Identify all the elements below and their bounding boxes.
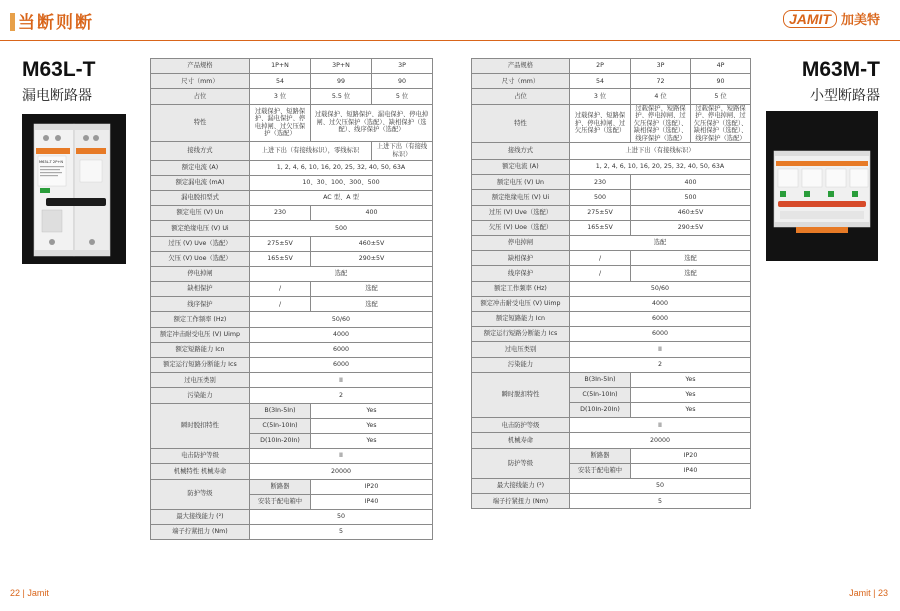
spec-cell: IP40 [311, 494, 433, 509]
spec-cell: Yes [311, 433, 433, 448]
spec-cell: 断路器 [250, 479, 311, 494]
spec-cell: 400 [311, 206, 433, 221]
table-row [472, 89, 751, 104]
spec-cell: 选配 [631, 251, 751, 266]
spec-cell: 占位 [472, 89, 570, 104]
spec-cell: 50 [570, 479, 751, 494]
spec-cell: 额定冲击耐受电压 (V) Uimp [472, 296, 570, 311]
right-spec-table [471, 58, 751, 509]
spec-cell: B(3In-5In) [250, 403, 311, 418]
mcb-breaker-image [766, 111, 878, 261]
spec-cell: 过载保护、短路保护、漏电保护、停电掉闸、过欠压保护（选配）、缺相保护（选配）、线序保护（选配） [311, 104, 433, 141]
spec-cell: / [570, 251, 631, 266]
spec-cell: 漏电脱扣型式 [151, 190, 250, 205]
spec-cell: 460±5V [631, 205, 751, 220]
spec-cell: 5 位 [691, 89, 751, 104]
spec-cell: 过载保护、短路保护、停电掉闸、过欠压保护（选配） [570, 104, 631, 143]
spec-cell: 3 位 [570, 89, 631, 104]
spec-cell: 230 [570, 175, 631, 190]
spec-cell: 污染能力 [472, 357, 570, 372]
spec-cell: 2P [570, 59, 631, 74]
spec-cell: 54 [250, 74, 311, 89]
table-row [472, 281, 751, 296]
spec-cell: IP20 [311, 479, 433, 494]
table-row [472, 372, 751, 387]
spec-cell: 机械寿命 [472, 433, 570, 448]
spec-cell: 防护等级 [151, 479, 250, 509]
right-product-name: 小型断路器 [810, 88, 880, 104]
spec-cell: 接线方式 [472, 143, 570, 160]
spec-cell: 端子拧紧扭力 (Nm) [151, 525, 250, 540]
spec-cell: AC 型、A 型 [250, 190, 433, 205]
header-divider-left [0, 40, 450, 41]
spec-cell: 电击防护等级 [472, 418, 570, 433]
spec-cell: 占位 [151, 89, 250, 104]
spec-cell: 400 [631, 175, 751, 190]
spec-cell: 额定短路能力 Icn [472, 311, 570, 326]
table-row [151, 449, 433, 464]
spec-cell: 500 [631, 190, 751, 205]
table-row [472, 342, 751, 357]
spec-cell: 额定工作频率 (Hz) [472, 281, 570, 296]
spec-cell: 165±5V [250, 251, 311, 266]
table-row [151, 190, 433, 205]
spec-cell: 1, 2, 4, 6, 10, 16, 20, 25, 32, 40, 50, 63A [570, 160, 751, 175]
spec-cell: 额定工作频率 (Hz) [151, 312, 250, 327]
spec-cell: 20000 [570, 433, 751, 448]
rcbo-breaker-image [22, 114, 126, 264]
table-row [472, 205, 751, 220]
spec-cell: II [250, 449, 433, 464]
spec-cell: IP20 [631, 448, 751, 463]
spec-cell: 1, 2, 4, 6, 10, 16, 20, 25, 32, 40, 50, 63A [250, 160, 433, 175]
spec-cell: 额定电流 (A) [151, 160, 250, 175]
spec-cell: C(5In-10In) [570, 387, 631, 402]
spec-cell: 选配 [570, 236, 751, 251]
table-row [472, 357, 751, 372]
slogan-text: 当断则断 [18, 13, 94, 33]
spec-cell: 290±5V [311, 251, 433, 266]
spec-cell: 20000 [250, 464, 433, 479]
spec-cell: 500 [250, 221, 433, 236]
table-row [472, 160, 751, 175]
spec-cell: 上进下出（有接线标识），零线标识 [250, 141, 372, 160]
spec-cell: IP40 [631, 463, 751, 478]
table-row [472, 494, 751, 509]
table-row [151, 327, 433, 342]
spec-cell: Yes [631, 387, 751, 402]
spec-cell: 90 [372, 74, 433, 89]
table-row [151, 141, 433, 160]
spec-cell: 机械特性 机械寿命 [151, 464, 250, 479]
spec-cell: D(10In-20In) [570, 403, 631, 418]
table-row [472, 190, 751, 205]
spec-cell: 线序保护 [151, 297, 250, 312]
table-row [151, 59, 433, 74]
spec-cell: 特性 [151, 104, 250, 141]
spec-cell: II [570, 342, 751, 357]
table-row [151, 89, 433, 104]
spec-cell: 尺寸（mm） [472, 74, 570, 89]
table-row [472, 251, 751, 266]
spec-cell: D(10In-20In) [250, 433, 311, 448]
spec-cell: 选配 [631, 266, 751, 281]
spec-cell: 额定短路能力 Icn [151, 342, 250, 357]
spec-cell: 230 [250, 206, 311, 221]
spec-cell: 4 位 [631, 89, 691, 104]
spec-cell: 尺寸（mm） [151, 74, 250, 89]
table-row [472, 479, 751, 494]
spec-cell: 安装于配电箱中 [250, 494, 311, 509]
spec-cell: 2 [570, 357, 751, 372]
spec-cell: 过载保护、短路保护、停电掉闸、过欠压保护（选配）、缺相保护（选配）、线序保护（选配） [631, 104, 691, 143]
right-product-title [802, 58, 880, 105]
table-row [151, 525, 433, 540]
table-row [151, 175, 433, 190]
spec-cell: 过电压类别 [472, 342, 570, 357]
table-row [151, 104, 433, 141]
spec-cell: 瞬时脱扣特性 [151, 403, 250, 449]
right-model: M63M-T [801, 58, 880, 81]
table-row [472, 266, 751, 281]
spec-cell: 接线方式 [151, 141, 250, 160]
spec-cell: / [250, 282, 311, 297]
spec-cell: 过压 (V) Uve（选配） [472, 205, 570, 220]
spec-cell: 线序保护 [472, 266, 570, 281]
table-row [151, 388, 433, 403]
left-page-footer: 22 | Jamit [10, 588, 49, 598]
spec-cell: C(5In-10In) [250, 418, 311, 433]
table-row [472, 236, 751, 251]
spec-cell: 污染能力 [151, 388, 250, 403]
table-row [472, 74, 751, 89]
spec-cell: 上进下出（有接线标识） [372, 141, 433, 160]
spec-cell: 54 [570, 74, 631, 89]
table-row [151, 251, 433, 266]
spec-cell: 欠压 (V) Uoe（选配） [151, 251, 250, 266]
spec-cell: 165±5V [570, 220, 631, 235]
spec-cell: 选配 [250, 266, 433, 281]
spec-cell: 电击防护等级 [151, 449, 250, 464]
slogan-mark-icon [10, 13, 15, 31]
table-row [472, 220, 751, 235]
table-row [472, 175, 751, 190]
spec-cell: 5.5 位 [311, 89, 372, 104]
spec-cell: 99 [311, 74, 372, 89]
spec-cell: 瞬时脱扣特性 [472, 372, 570, 418]
spec-cell: 5 [250, 525, 433, 540]
spec-cell: 90 [691, 74, 751, 89]
brand-cn-name: 加美特 [840, 13, 880, 28]
table-row [151, 479, 433, 494]
spec-cell: 选配 [311, 282, 433, 297]
right-product-photo [766, 111, 878, 261]
spec-cell: 防护等级 [472, 448, 570, 478]
jamit-logo: JAMIT [783, 10, 837, 28]
spec-cell: 72 [631, 74, 691, 89]
spec-cell: 欠压 (V) Uoe（选配） [472, 220, 570, 235]
table-row [151, 297, 433, 312]
table-row [151, 373, 433, 388]
spec-cell: 275±5V [570, 205, 631, 220]
table-row [151, 206, 433, 221]
spec-cell: 6000 [250, 358, 433, 373]
spec-cell: 额定运行短路分断能力 Ics [151, 358, 250, 373]
spec-cell: B(3In-5In) [570, 372, 631, 387]
spec-cell: 断路器 [570, 448, 631, 463]
spec-cell: 10、30、100、300、500 [250, 175, 433, 190]
spec-cell: 选配 [311, 297, 433, 312]
top-bar [0, 0, 900, 38]
spec-cell: 4000 [570, 296, 751, 311]
spec-cell: II [250, 373, 433, 388]
spec-cell: 额定电压 (V) Un [151, 206, 250, 221]
spec-cell: 2 [250, 388, 433, 403]
left-product-title [22, 58, 96, 105]
spec-cell: 额定绝缘电压 (V) Ui [472, 190, 570, 205]
spec-cell: 6000 [570, 311, 751, 326]
spec-cell: 50/60 [250, 312, 433, 327]
spec-cell: 3 位 [250, 89, 311, 104]
spec-cell: Yes [311, 403, 433, 418]
spec-cell: 460±5V [311, 236, 433, 251]
slogan [10, 8, 94, 33]
spec-cell: 最大接线能力 (²) [472, 479, 570, 494]
spec-cell: 290±5V [631, 220, 751, 235]
table-row [151, 74, 433, 89]
left-spec-table [150, 58, 433, 540]
spec-cell: Yes [631, 403, 751, 418]
spec-cell: 4000 [250, 327, 433, 342]
spec-cell: 最大接线能力 (²) [151, 509, 250, 524]
spec-cell: 3P [631, 59, 691, 74]
spec-cell: 50/60 [570, 281, 751, 296]
table-row [151, 312, 433, 327]
spec-cell: 额定运行短路分断能力 Ics [472, 327, 570, 342]
table-row [151, 403, 433, 418]
spec-cell: 停电掉闸 [151, 266, 250, 281]
spec-cell: 特性 [472, 104, 570, 143]
spec-cell: 产品规格 [472, 59, 570, 74]
table-row [472, 311, 751, 326]
table-row [151, 221, 433, 236]
spec-cell: 额定电压 (V) Un [472, 175, 570, 190]
spec-cell: II [570, 418, 751, 433]
left-product-name: 漏电断路器 [22, 88, 92, 104]
table-row [151, 282, 433, 297]
spec-cell: 额定漏电流 (mA) [151, 175, 250, 190]
spec-cell: 额定电流 (A) [472, 160, 570, 175]
spec-cell: 6000 [250, 342, 433, 357]
spec-cell: 产品规格 [151, 59, 250, 74]
table-row [472, 448, 751, 463]
spec-cell: / [570, 266, 631, 281]
brand-logo [783, 9, 880, 28]
spec-cell: 端子拧紧扭力 (Nm) [472, 494, 570, 509]
spec-cell: 安装于配电箱中 [570, 463, 631, 478]
spec-cell: 上进下出（有接线标识） [570, 143, 751, 160]
table-row [472, 327, 751, 342]
table-row [151, 342, 433, 357]
table-row [472, 433, 751, 448]
spec-cell: 50 [250, 509, 433, 524]
spec-cell: 3P+N [311, 59, 372, 74]
spec-cell: Yes [631, 372, 751, 387]
spec-cell: Yes [311, 418, 433, 433]
left-model: M63L-T [22, 58, 96, 81]
spec-cell: 275±5V [250, 236, 311, 251]
table-row [472, 296, 751, 311]
spec-cell: 3P [372, 59, 433, 74]
spec-cell: 过载保护、短路保护、停电掉闸、过欠压保护（选配）、缺相保护（选配）、线序保护（选配） [691, 104, 751, 143]
table-row [151, 266, 433, 281]
product-printed-label: M63L-T 2P+N [39, 160, 64, 164]
table-row [151, 160, 433, 175]
spec-cell: 过载保护、短路保护、漏电保护、停电掉闸、过欠压保护（选配） [250, 104, 311, 141]
table-row [151, 358, 433, 373]
spec-cell: 过压 (V) Uve（选配） [151, 236, 250, 251]
table-row [472, 59, 751, 74]
table-row [472, 418, 751, 433]
spec-cell: / [250, 297, 311, 312]
spec-cell: 停电掉闸 [472, 236, 570, 251]
spec-cell: 6000 [570, 327, 751, 342]
spec-cell: 缺相保护 [151, 282, 250, 297]
right-page-footer: Jamit | 23 [849, 588, 888, 598]
spec-cell: 过电压类别 [151, 373, 250, 388]
table-row [151, 509, 433, 524]
spec-cell: 缺相保护 [472, 251, 570, 266]
table-row [151, 236, 433, 251]
header-divider-right [450, 40, 900, 41]
table-row [472, 143, 751, 160]
table-row [472, 104, 751, 143]
spec-cell: 额定冲击耐受电压 (V) Uimp [151, 327, 250, 342]
spec-cell: 5 位 [372, 89, 433, 104]
left-product-photo [22, 114, 126, 264]
spec-cell: 5 [570, 494, 751, 509]
spec-cell: 1P+N [250, 59, 311, 74]
spec-cell: 500 [570, 190, 631, 205]
spec-cell: 4P [691, 59, 751, 74]
table-row [151, 464, 433, 479]
spec-cell: 额定绝缘电压 (V) Ui [151, 221, 250, 236]
